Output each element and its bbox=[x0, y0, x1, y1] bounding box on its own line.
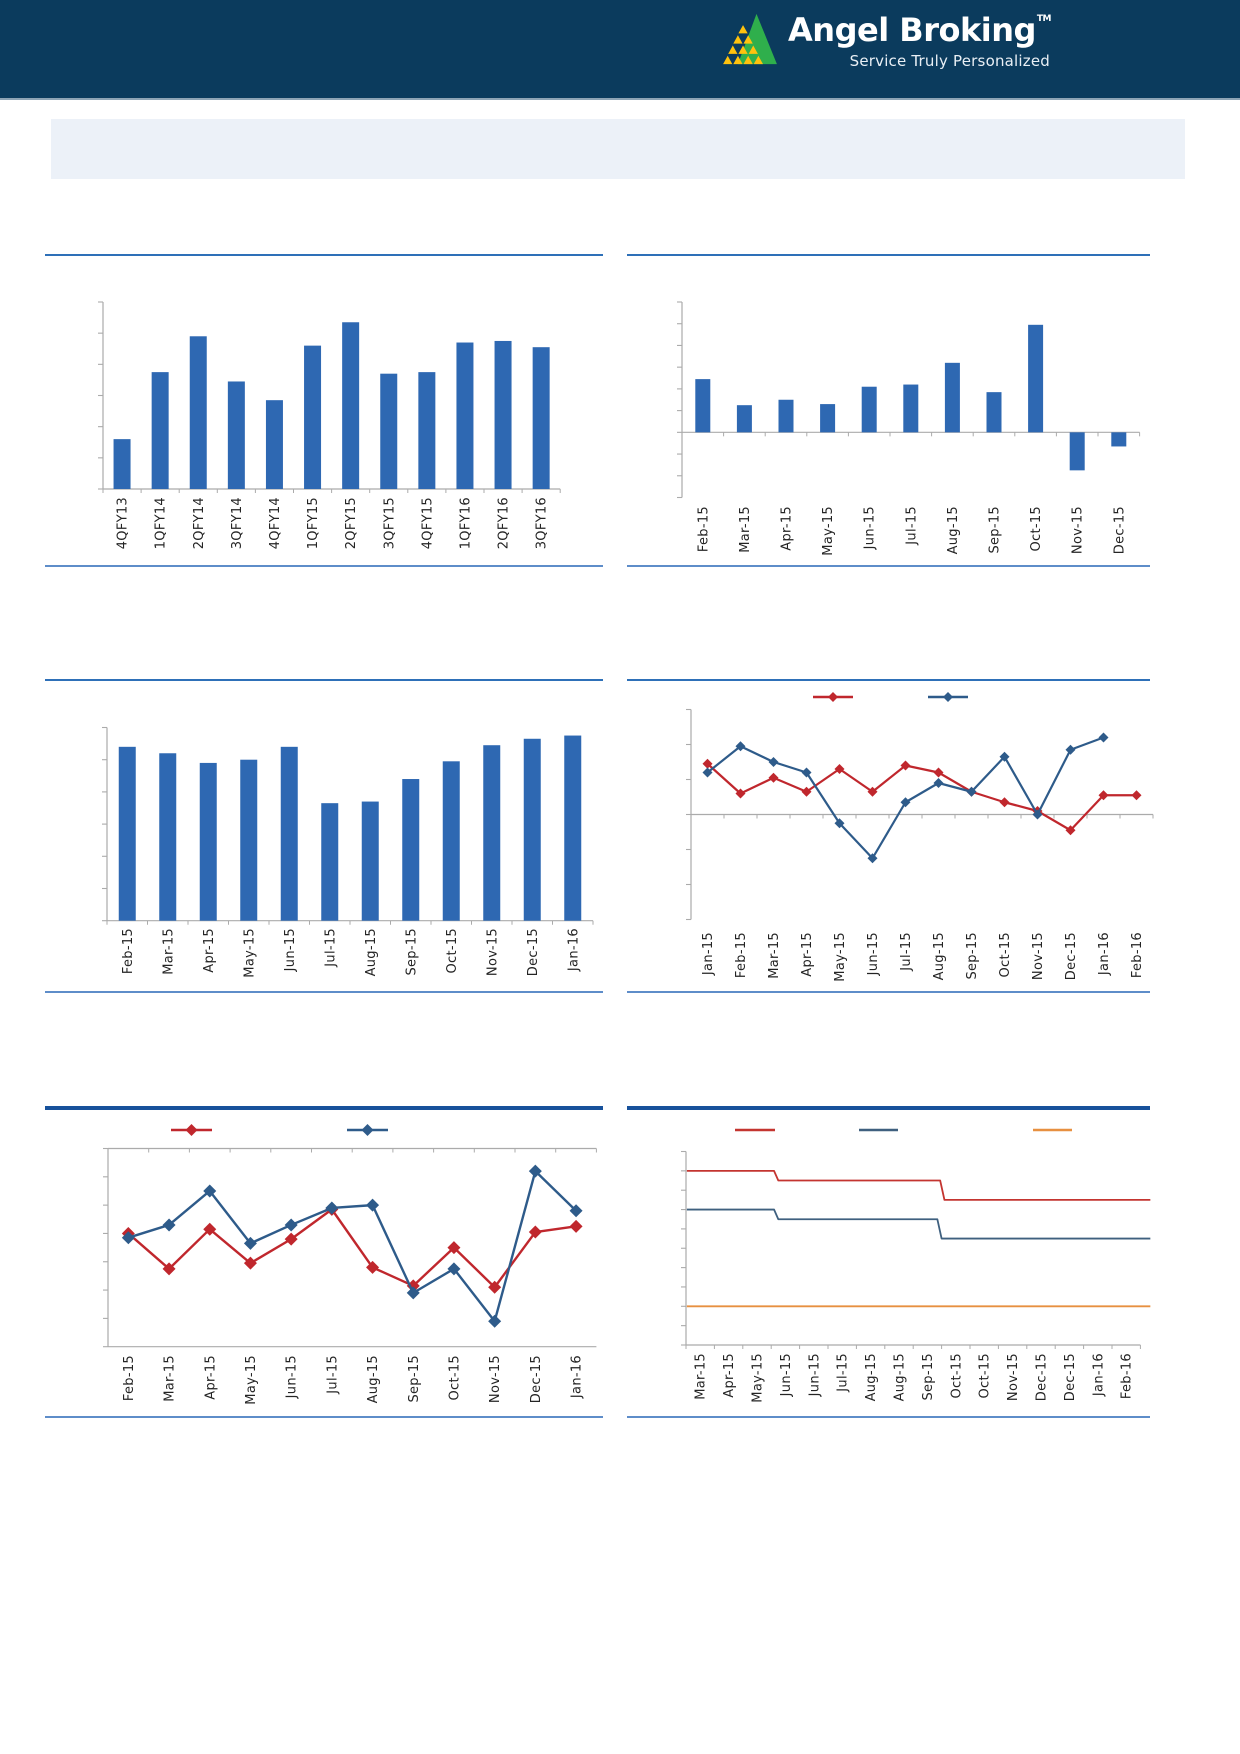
chart-quarterly-bars bbox=[98, 302, 560, 549]
series-blue-point bbox=[1066, 745, 1076, 755]
bar-2QFY14 bbox=[190, 336, 207, 489]
series-blue-line bbox=[128, 1171, 576, 1321]
x-axis-label: Dec-15 bbox=[1062, 1353, 1078, 1402]
x-axis-label: Oct-15 bbox=[447, 1355, 463, 1401]
x-axis-label: Nov-15 bbox=[488, 1355, 504, 1404]
bar-3QFY16 bbox=[533, 347, 550, 489]
x-axis-label: Aug-15 bbox=[945, 506, 961, 555]
x-axis-label: Feb-16 bbox=[1119, 1353, 1135, 1400]
x-axis-label: Jul-15 bbox=[325, 1355, 341, 1394]
bar-Dec-15 bbox=[524, 739, 541, 921]
bar-Sep-15 bbox=[987, 392, 1002, 432]
x-axis-label: Jan-16 bbox=[1091, 1353, 1107, 1397]
x-axis-label: 3QFY16 bbox=[534, 497, 550, 550]
series-blue-point bbox=[366, 1199, 379, 1212]
x-axis-label: Jul-15 bbox=[899, 932, 914, 971]
x-axis-label: Mar-15 bbox=[162, 1355, 178, 1402]
x-axis-label: 2QFY16 bbox=[496, 497, 512, 550]
x-axis-label: Jan-15 bbox=[701, 932, 716, 976]
series-blue-point bbox=[407, 1286, 420, 1299]
x-axis-label: Sep-15 bbox=[404, 928, 420, 976]
x-axis-label: 1QFY16 bbox=[458, 497, 474, 550]
x-axis-label: Apr-15 bbox=[800, 932, 815, 977]
x-axis-label: Apr-15 bbox=[722, 1353, 738, 1398]
bar-Mar-15 bbox=[159, 753, 176, 920]
bar-Jul-15 bbox=[321, 803, 338, 921]
x-axis-label: Aug-15 bbox=[892, 1353, 908, 1402]
x-axis-label: Dec-15 bbox=[528, 1355, 544, 1404]
bar-4QFY15 bbox=[418, 372, 435, 489]
x-axis-label: 2QFY14 bbox=[191, 497, 207, 550]
series-red-point bbox=[1000, 797, 1010, 807]
series-red-point bbox=[769, 773, 779, 783]
x-axis-label: Oct-15 bbox=[444, 928, 460, 974]
bar-Jan-16 bbox=[564, 736, 581, 921]
x-axis-label: Feb-15 bbox=[734, 932, 749, 979]
x-axis-label: 3QFY14 bbox=[229, 497, 245, 550]
x-axis-label: Feb-15 bbox=[120, 928, 136, 975]
bar-Sep-15 bbox=[402, 779, 419, 921]
x-axis-label: Sep-15 bbox=[987, 506, 1003, 554]
bar-Jun-15 bbox=[281, 747, 298, 921]
x-axis-label: Oct-15 bbox=[998, 932, 1013, 978]
x-axis-label: Jun-15 bbox=[282, 928, 298, 972]
trademark-symbol: TM bbox=[1036, 14, 1051, 24]
series-red-line bbox=[708, 764, 1137, 831]
bar-Aug-15 bbox=[945, 363, 960, 433]
x-axis-label: Feb-16 bbox=[1130, 932, 1145, 979]
x-axis-label: 4QFY15 bbox=[420, 497, 436, 550]
x-axis-label: Apr-15 bbox=[201, 928, 217, 973]
bar-Feb-15 bbox=[119, 747, 136, 921]
bar-Mar-15 bbox=[737, 405, 752, 432]
x-axis-label: Nov-15 bbox=[1031, 932, 1046, 981]
series-red-point bbox=[570, 1220, 583, 1233]
chart-monthly-bars-level bbox=[102, 728, 593, 978]
x-axis-label: Mar-15 bbox=[161, 928, 177, 975]
chart-step-rates bbox=[681, 1130, 1150, 1403]
x-axis-label: 4QFY13 bbox=[115, 497, 131, 550]
x-axis-label: Jun-15 bbox=[862, 506, 878, 550]
x-axis-label: 1QFY14 bbox=[153, 497, 169, 550]
x-axis-label: Dec-15 bbox=[525, 928, 541, 977]
bar-May-15 bbox=[820, 404, 835, 432]
x-axis-label: 1QFY15 bbox=[306, 497, 322, 550]
bar-Apr-15 bbox=[779, 400, 794, 433]
x-axis-label: Jul-15 bbox=[835, 1353, 851, 1392]
legend-marker bbox=[943, 692, 953, 702]
bar-Nov-15 bbox=[483, 745, 500, 920]
x-axis-label: Dec-15 bbox=[1112, 506, 1128, 555]
step-red-line bbox=[687, 1171, 1150, 1200]
x-axis-label: Sep-15 bbox=[920, 1353, 936, 1401]
series-blue-point bbox=[285, 1218, 298, 1231]
bar-Feb-15 bbox=[695, 379, 710, 432]
x-axis-label: Jun-15 bbox=[284, 1355, 300, 1399]
legend-marker bbox=[828, 692, 838, 702]
x-axis-label: Mar-15 bbox=[693, 1353, 709, 1400]
x-axis-label: Aug-15 bbox=[864, 1353, 880, 1402]
chart-monthly-bars-posneg bbox=[677, 302, 1140, 556]
series-red-point bbox=[1132, 790, 1142, 800]
x-axis-label: Oct-15 bbox=[977, 1353, 993, 1399]
bar-Oct-15 bbox=[443, 761, 460, 920]
bar-Nov-15 bbox=[1070, 432, 1085, 470]
x-axis-label: Mar-15 bbox=[737, 506, 753, 553]
series-blue-point bbox=[901, 797, 911, 807]
bar-3QFY15 bbox=[380, 374, 397, 489]
x-axis-label: May-15 bbox=[821, 506, 837, 556]
x-axis-label: Dec-15 bbox=[1064, 932, 1079, 981]
bar-May-15 bbox=[240, 760, 257, 921]
series-blue-point bbox=[934, 778, 944, 788]
legend-marker bbox=[362, 1124, 374, 1136]
x-axis-label: May-15 bbox=[833, 932, 848, 982]
bar-2QFY15 bbox=[342, 322, 359, 489]
x-axis-label: Jun-15 bbox=[778, 1353, 794, 1397]
x-axis-label: May-15 bbox=[242, 928, 258, 978]
x-axis-label: Mar-15 bbox=[767, 932, 782, 979]
x-axis-label: Jan-16 bbox=[569, 1355, 585, 1399]
bar-Aug-15 bbox=[362, 802, 379, 921]
bar-1QFY15 bbox=[304, 346, 321, 489]
bar-2QFY16 bbox=[495, 341, 512, 489]
x-axis-label: Jan-16 bbox=[1097, 932, 1112, 976]
brand-wordmark: Angel Broking™ bbox=[788, 11, 1051, 49]
x-axis-label: May-15 bbox=[243, 1355, 259, 1405]
step-slate-line bbox=[687, 1210, 1150, 1239]
x-axis-label: Aug-15 bbox=[932, 932, 947, 981]
bar-Dec-15 bbox=[1111, 432, 1126, 446]
x-axis-label: Nov-15 bbox=[1006, 1353, 1022, 1402]
x-axis-label: Jul-15 bbox=[904, 506, 920, 545]
x-axis-label: Nov-15 bbox=[1070, 506, 1086, 555]
brand-tagline: Service Truly Personalized bbox=[849, 52, 1050, 71]
x-axis-label: 2QFY15 bbox=[344, 497, 360, 550]
bar-Jul-15 bbox=[903, 385, 918, 433]
x-axis-label: Jun-15 bbox=[807, 1353, 823, 1397]
bar-Oct-15 bbox=[1028, 325, 1043, 433]
x-axis-label: Feb-15 bbox=[121, 1355, 137, 1402]
x-axis-label: Sep-15 bbox=[406, 1355, 422, 1403]
x-axis-label: Apr-15 bbox=[203, 1355, 219, 1400]
bar-4QFY13 bbox=[114, 439, 131, 489]
x-axis-label: Jun-15 bbox=[866, 932, 881, 976]
x-axis-label: Jan-16 bbox=[566, 928, 582, 972]
bar-1QFY14 bbox=[152, 372, 169, 489]
x-axis-label: Oct-15 bbox=[949, 1353, 965, 1399]
x-axis-label: Aug-15 bbox=[366, 1355, 382, 1404]
x-axis-label: Aug-15 bbox=[363, 928, 379, 977]
x-axis-label: 4QFY14 bbox=[267, 497, 283, 550]
x-axis-label: May-15 bbox=[750, 1353, 766, 1403]
bar-Apr-15 bbox=[200, 763, 217, 921]
series-blue-point bbox=[1099, 733, 1109, 743]
x-axis-label: 3QFY15 bbox=[382, 497, 398, 550]
chart-dual-line-monthly bbox=[103, 1124, 596, 1405]
x-axis-label: Apr-15 bbox=[779, 506, 795, 551]
series-blue-point bbox=[769, 757, 779, 767]
x-axis-label: Nov-15 bbox=[485, 928, 501, 977]
legend-marker bbox=[186, 1124, 198, 1136]
chart-dual-line-growth bbox=[686, 692, 1153, 982]
x-axis-label: Dec-15 bbox=[1034, 1353, 1050, 1402]
x-axis-label: Sep-15 bbox=[965, 932, 980, 980]
series-red-point bbox=[934, 768, 944, 778]
x-axis-label: Oct-15 bbox=[1029, 506, 1045, 552]
series-red-line bbox=[128, 1209, 576, 1287]
bar-4QFY14 bbox=[266, 400, 283, 489]
x-axis-label: Jul-15 bbox=[323, 928, 339, 967]
bar-Jun-15 bbox=[862, 387, 877, 433]
x-axis-label: Feb-15 bbox=[696, 506, 712, 553]
bar-1QFY16 bbox=[456, 343, 473, 489]
bar-3QFY14 bbox=[228, 381, 245, 489]
